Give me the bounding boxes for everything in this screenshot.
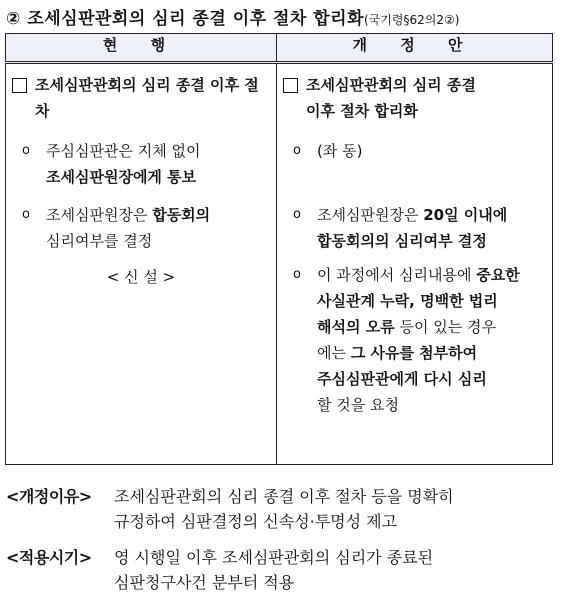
timing-label: <적용시기> [6,548,92,567]
square-bullet-icon [283,78,298,93]
square-bullet-icon [12,78,27,93]
application-timing: <적용시기> 영 시행일 이후 조세심판관회의 심리가 종료된 심판청구사건 분부터 적용 [6,548,434,592]
revised-item-3: o 이 과정에서 심리내용에 중요한 사실관계 누락, 명백한 법리 해석의 오류 등이 있는 경우 에는 그 사유를 첨부하여 주심심판관에게 다시 심리 할 것을 요청 [277,262,552,418]
revised-cell [277,63,553,465]
circle-bullet-icon: o [293,267,301,282]
legal-reference: (국기령§62의2②) [364,13,460,27]
circle-bullet-icon: o [22,207,30,222]
column-header-current: 현 행 [6,34,277,63]
revised-item-1: o (좌 동) [277,138,552,164]
current-item-1: o 주심심판관은 지체 없이 조세심판원장에게 통보 [6,138,276,190]
revision-reason: <개정이유> 조세심판관회의 심리 종결 이후 절차 등을 명확히 규정하여 심판결정의 신속성·투명성 제고 [6,487,454,531]
circle-bullet-icon: o [293,143,301,158]
title-text: ② 조세심판관회의 심리 종결 이후 절차 합리화 [6,9,364,29]
current-heading: 조세심판관회의 심리 종결 이후 절차 [6,64,276,124]
circle-bullet-icon: o [22,143,30,158]
current-cell [6,63,277,465]
comparison-table [5,33,553,465]
new-provision-marker: < 신 설 > [106,268,176,286]
current-item-2: o 조세심판원장은 합동회의 심리여부를 결정 [6,202,276,254]
revised-heading: 조세심판관회의 심리 종결 이후 절차 합리화 [277,64,552,124]
reason-label: <개정이유> [6,487,92,506]
section-title [6,4,459,29]
revised-item-2: o 조세심판원장은 20일 이내에 합동회의의 심리여부 결정 [277,202,552,254]
column-header-revised: 개 정 안 [277,34,553,63]
circle-bullet-icon: o [293,207,301,222]
